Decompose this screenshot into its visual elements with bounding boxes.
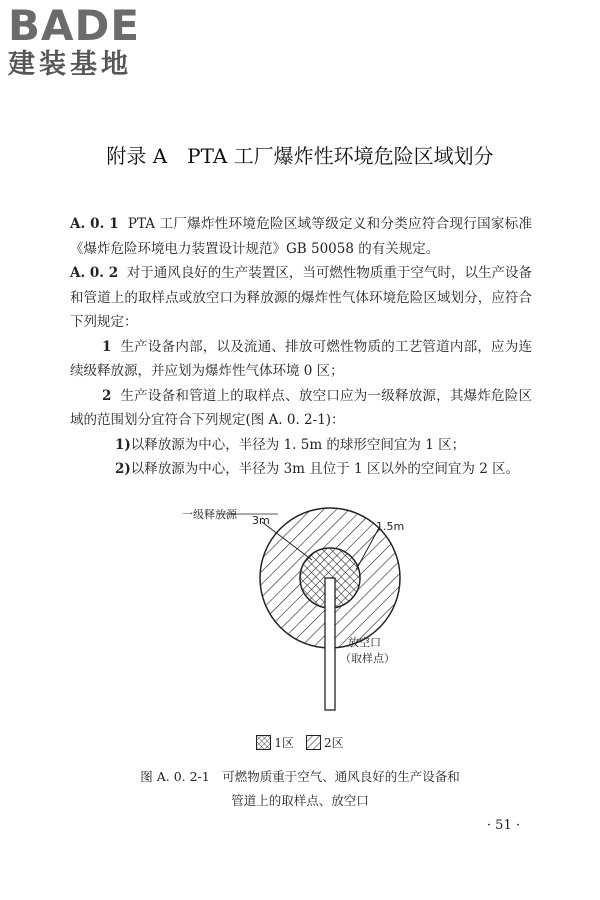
legend-zone-2-label: 2区 [324, 736, 344, 750]
item-text: 生产设备内部，以及流通、排放可燃性物质的工艺管道内部，应为连续级释放源，并应划为爆炸性气体环境 0 区； [70, 338, 533, 379]
clause-text: PTA 工厂爆炸性环境危险区域等级定义和分类应符合现行国家标准《爆炸危险环境电力装置设计规范》GB 50058 的有关规定。 [70, 216, 532, 257]
sub-item-1 [70, 433, 532, 458]
document-body [70, 212, 532, 482]
logo-wordmark: BADE [8, 1, 141, 50]
caption-line-2: 管道上的取样点、放空口 [231, 793, 369, 808]
label-sampling-point: （取样点） [340, 652, 395, 665]
item-2 [70, 384, 532, 433]
vent-pipe [325, 578, 335, 710]
zone-diagram [180, 500, 440, 730]
legend-zone-1-label: 1区 [274, 736, 294, 750]
zone-diagram-svg [180, 500, 440, 730]
clause-number: A. 0. 2 [70, 265, 119, 281]
item-1 [70, 335, 532, 384]
page-number: · 51 · [486, 818, 520, 833]
logo-subtitle: 建装基地 [8, 49, 132, 80]
item-text: 生产设备和管道上的取样点、放空口应为一级释放源，其爆炸危险区域的范围划分宜符合下列规定(图 A. 0. 2-1)： [70, 387, 533, 428]
clause-a-0-2 [70, 261, 532, 335]
site-logo [8, 1, 178, 82]
legend-zone-1 [256, 734, 294, 751]
sub-item-text: 以释放源为中心，半径为 3m 且位于 1 区以外的空间宜为 2 区。 [130, 461, 520, 477]
sub-item-number: 2) [115, 461, 131, 477]
sub-item-2 [70, 457, 532, 482]
diagram-legend [0, 734, 600, 751]
clause-text: 对于通风良好的生产装置区，当可燃性物质重于空气时，以生产设备和管道上的取样点或放空口为释放源的爆炸性气体环境危险区域划分，应符合下列规定： [70, 265, 533, 330]
clause-a-0-1 [70, 212, 532, 261]
clause-number: A. 0. 1 [70, 216, 119, 232]
label-primary-source: 一级释放源 [182, 508, 237, 521]
figure-caption [0, 765, 600, 813]
caption-line-1: 图 A. 0. 2-1 可燃物质重于空气、通风良好的生产设备和 [140, 769, 460, 784]
item-number: 2 [102, 387, 112, 404]
sub-item-number: 1) [115, 436, 131, 453]
crosshatch-swatch-icon [256, 735, 271, 750]
sub-item-text: 以释放源为中心，半径为 1. 5m 的球形空间宜为 1 区； [130, 436, 466, 453]
label-1-5m: 1.5m [376, 520, 405, 533]
legend-zone-2 [306, 734, 344, 751]
label-3m: 3m [252, 514, 270, 527]
label-vent: 放空口 [348, 636, 381, 649]
page-title: 附录 A PTA 工厂爆炸性环境危险区域划分 [106, 144, 494, 168]
item-number: 1 [102, 338, 112, 355]
hatch-swatch-icon [306, 735, 321, 750]
